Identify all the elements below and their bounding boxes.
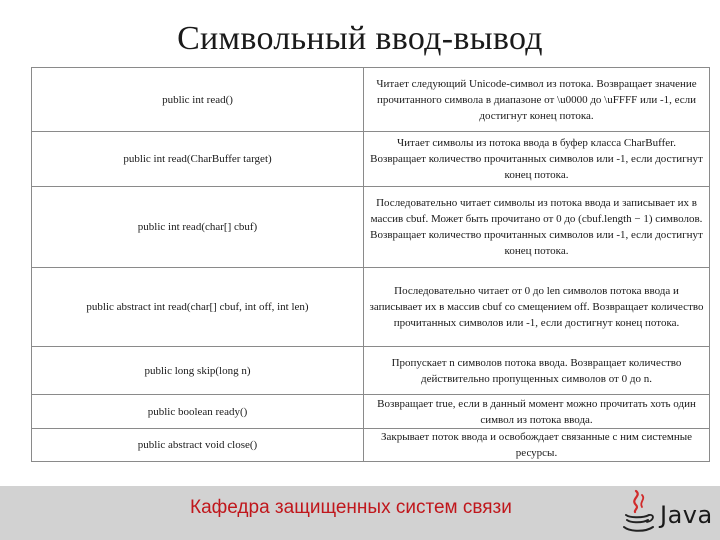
table-row bbox=[32, 268, 710, 347]
table-row bbox=[32, 395, 710, 429]
java-coffee-cup-icon bbox=[620, 488, 656, 536]
method-description: Последовательно читает от 0 до len символов потока ввода и записывает их в массив cbuf со смещением off. Возвращает количество прочитанных символов или -1, если достигнут конец потока. bbox=[364, 268, 710, 347]
method-signature: public int read(CharBuffer target) bbox=[32, 132, 364, 187]
table-row bbox=[32, 187, 710, 268]
method-description: Читает символы из потока ввода в буфер класса CharBuffer. Возвращает количество прочитанных символов или -1, если достигнут конец потока. bbox=[364, 132, 710, 187]
method-signature: public int read(char[] cbuf) bbox=[32, 187, 364, 268]
method-description: Читает следующий Unicode-символ из потока. Возвращает значение прочитанного символа в диапазоне от \u0000 до \uFFFF или -1, если достигнут конец потока. bbox=[364, 68, 710, 132]
table-row bbox=[32, 132, 710, 187]
method-signature: public abstract int read(char[] cbuf, int off, int len) bbox=[32, 268, 364, 347]
method-description: Возвращает true, если в данный момент можно прочитать хоть один символ из потока ввода. bbox=[364, 395, 710, 429]
department-name: Кафедра защищенных систем связи bbox=[190, 497, 512, 518]
method-signature: public int read() bbox=[32, 68, 364, 132]
method-description: Пропускает n символов потока ввода. Возвращает количество действительно пропущенных символов от 0 до n. bbox=[364, 347, 710, 395]
footer-bar bbox=[0, 486, 720, 540]
table-row bbox=[32, 347, 710, 395]
method-description: Закрывает поток ввода и освобождает связанные с ним системные ресурсы. bbox=[364, 429, 710, 462]
method-signature: public abstract void close() bbox=[32, 429, 364, 462]
table-row bbox=[32, 429, 710, 462]
method-description: Последовательно читает символы из потока ввода и записывает их в массив cbuf. Может быть прочитано от 0 до (cbuf.length − 1) символов. Возвращает количество прочитанных символов или -1, если достигнут конец потока. bbox=[364, 187, 710, 268]
table-row bbox=[32, 68, 710, 132]
java-logo bbox=[620, 488, 715, 538]
methods-table bbox=[31, 67, 710, 462]
method-signature: public boolean ready() bbox=[32, 395, 364, 429]
java-wordmark: Java bbox=[660, 501, 713, 529]
page-title: Символьный ввод-вывод bbox=[177, 20, 543, 57]
method-signature: public long skip(long n) bbox=[32, 347, 364, 395]
